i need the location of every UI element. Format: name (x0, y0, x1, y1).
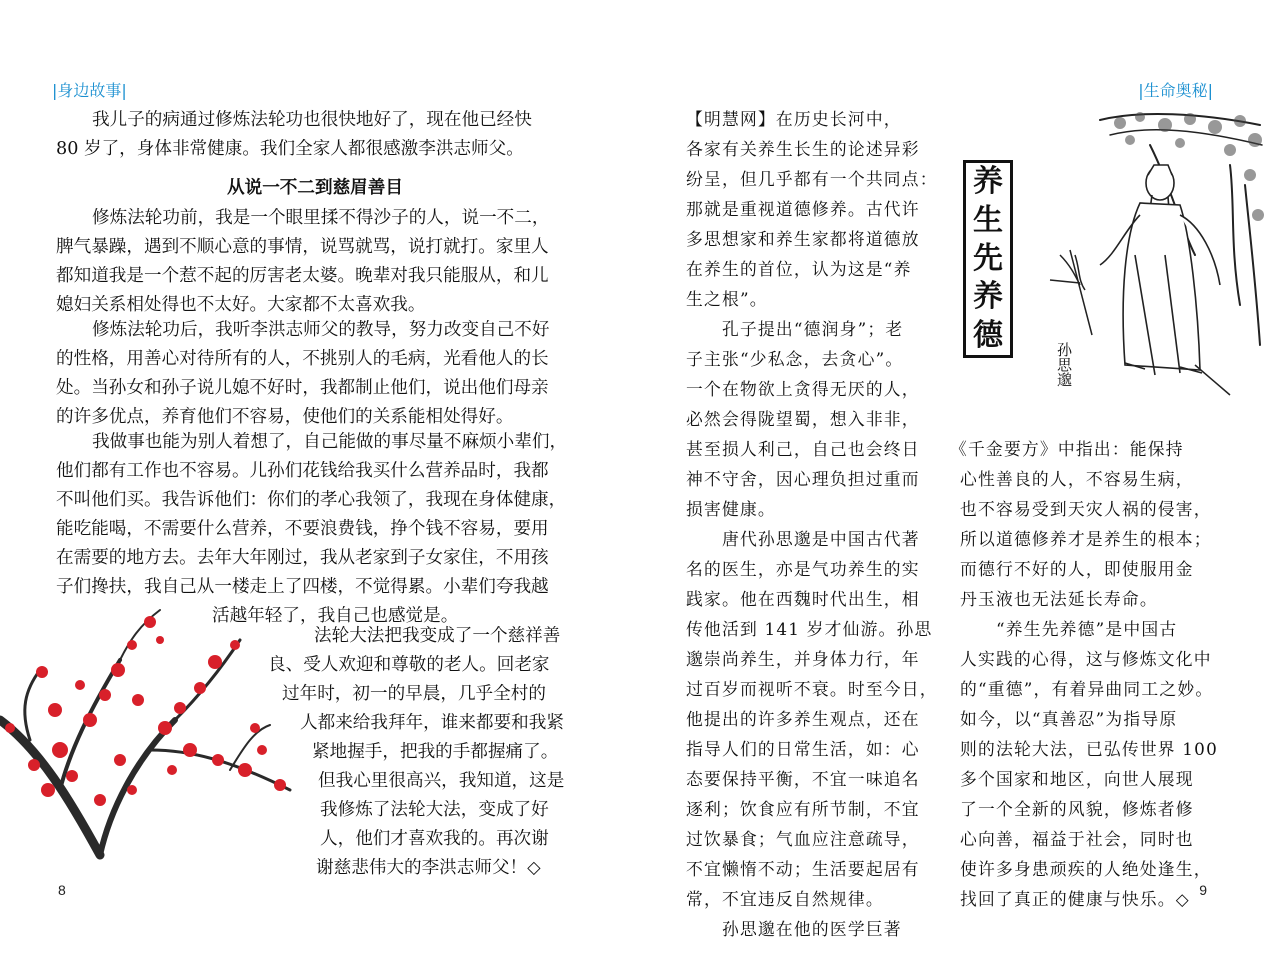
title-char: 生 (973, 202, 1003, 238)
text-line: 我修炼了法轮大法，变成了好 (320, 800, 549, 820)
text-line: 常，不宜违反自然规律。 (686, 889, 884, 909)
text-line: 损害健康。 (686, 499, 776, 519)
text-line: 在养生的首位，认为这是“养 (686, 259, 912, 279)
section-header-left: |身边故事| (52, 81, 127, 100)
title-char: 养 (973, 164, 1003, 200)
text-line: 多个国家和地区，向世人展现 (960, 769, 1194, 789)
text-line: 的许多优点，养育他们不容易，使他们的关系能相处得好。 (56, 407, 514, 427)
text-line: 甚至损人利己，自己也会终日 (686, 439, 920, 459)
text-line: 心向善，福益于社会，同时也 (960, 829, 1194, 849)
text-line: 他提出的许多养生观点，还在 (686, 709, 920, 729)
text-line: 纷呈，但几乎都有一个共同点： (686, 169, 938, 189)
left-paragraph-2 (56, 316, 584, 432)
text-line: 人，他们才喜欢我的。再次谢 (320, 829, 549, 849)
text-line: 但我心里很高兴，我知道，这是 (318, 771, 565, 791)
right-column-2 (950, 434, 1220, 914)
text-line: 人都来给我拜年，谁来都要和我紧 (300, 713, 564, 733)
text-line: 在需要的地方去。去年大年刚过，我从老家到子女家住，不用孩 (56, 548, 549, 568)
text-line: 良、受人欢迎和尊敬的老人。回老家 (268, 655, 550, 675)
left-paragraph-1 (56, 204, 584, 320)
text-line: 脾气暴躁，遇到不顺心意的事情，说骂就骂，说打就打。家里人 (56, 237, 549, 257)
article-title-box (963, 160, 1013, 358)
text-line: 处。当孙女和孙子说儿媳不好时，我都制止他们，说出他们母亲 (56, 378, 549, 398)
text-line: 找回了真正的健康与快乐。◇ (960, 889, 1190, 909)
text-line: 紧地握手，把我的手都握痛了。 (312, 742, 559, 762)
text-line: 唐代孙思邈是中国古代著 (686, 529, 920, 549)
text-line: 邈崇尚养生，并身体力行，年 (686, 649, 920, 669)
text-line: 多思想家和养生家都将道德放 (686, 229, 920, 249)
text-line: 践家。他在西魏时代出生，相 (686, 589, 920, 609)
text-line: 不叫他们买。我告诉他们：你们的孝心我领了，我现在身体健康， (56, 490, 567, 510)
text-line: 各家有关养生长生的论述异彩 (686, 139, 920, 159)
text-line: 神不守舍，因心理负担过重而 (686, 469, 920, 489)
text-line: 一个在物欲上贪得无厌的人， (686, 379, 920, 399)
plum-blossom-illustration (0, 600, 310, 870)
text-line: 子主张“少私念，去贪心”。 (686, 349, 904, 369)
text-line: 谢慈悲伟大的李洪志师父！◇ (316, 858, 541, 878)
page-number-right: 9 (1199, 882, 1207, 898)
text-line: 指导人们的日常生活，如：心 (686, 739, 920, 759)
text-line: 活越年轻了，我自己也感觉是。 (212, 606, 459, 626)
text-line: 了一个全新的风貌，修炼者修 (960, 799, 1194, 819)
text-line: 而德行不好的人，即使服用金 (960, 559, 1194, 579)
text-line: 修炼法轮功前，我是一个眼里揉不得沙子的人，说一不二， (92, 208, 550, 228)
text-line: 逐利；饮食应有所节制，不宜 (686, 799, 920, 819)
text-line: 传他活到 141 岁才仙游。孙思 (686, 619, 933, 639)
text-line: 过年时，初一的早晨，几乎全村的 (282, 684, 546, 704)
text-line: 我做事也能为别人着想了，自己能做的事尽量不麻烦小辈们， (92, 432, 568, 452)
right-column-1 (686, 104, 936, 944)
text-line: 法轮大法把我变成了一个慈祥善 (314, 626, 561, 646)
text-line: 子们搀扶，我自己从一楼走上了四楼，不觉得累。小辈们夸我越 (56, 577, 549, 597)
text-line: 那就是重视道德修养。古代许 (686, 199, 920, 219)
text-line: 过饮暴食；气血应注意疏导， (686, 829, 920, 849)
text-line: 《千金要方》中指出：能保持 (950, 439, 1184, 459)
text-line: 孔子提出“德润身”；老 (686, 319, 904, 339)
text-line: 的性格，用善心对待所有的人，不挑别人的毛病，光看他人的长 (56, 349, 549, 369)
section-header-right: |生命奥秘| (1138, 81, 1213, 100)
text-line: 所以道德修养才是养生的根本； (960, 529, 1212, 549)
text-line: 他们都有工作也不容易。儿孙们花钱给我买什么营养品时，我都 (56, 461, 549, 481)
text-line: 丹玉液也无法延长寿命。 (960, 589, 1158, 609)
text-line: 都知道我是一个惹不起的厉害老太婆。晚辈对我只能服从，和儿 (56, 266, 549, 286)
left-intro-paragraph (56, 106, 584, 164)
title-char: 先 (973, 240, 1003, 276)
text-line: 的“重德”，有着异曲同工之妙。 (960, 679, 1214, 699)
text-line: 过百岁而视听不衰。时至今日， (686, 679, 938, 699)
text-line: 使许多身患顽疾的人绝处逢生， (960, 859, 1212, 879)
text-line: 能吃能喝，不需要什么营养，不要浪费钱，挣个钱不容易，要用 (56, 519, 549, 539)
text-line: 人实践的心得，这与修炼文化中 (960, 649, 1212, 669)
text-line: 心性善良的人，不容易生病， (960, 469, 1194, 489)
text-line: 必然会得陇望蜀，想入非非， (686, 409, 920, 429)
portrait-caption: 孙思邈 (1055, 342, 1073, 387)
text-line: 修炼法轮功后，我听李洪志师父的教导，努力改变自己不好 (92, 320, 550, 340)
text-line: 名的医生，亦是气功养生的实 (686, 559, 920, 579)
text-line: 孙思邈在他的医学巨著 (686, 919, 902, 939)
text-line: 80 岁了，身体非常健康。我们全家人都很感激李洪志师父。 (56, 139, 524, 159)
text-line: 不宜懒惰不动；生活要起居有 (686, 859, 920, 879)
text-line: 媳妇关系相处得也不太好。大家都不太喜欢我。 (56, 295, 426, 315)
text-line: “养生先养德”是中国古 (960, 619, 1178, 639)
page-number-left: 8 (58, 882, 66, 898)
text-line: 态要保持平衡，不宜一味追名 (686, 769, 920, 789)
title-char: 养 (973, 279, 1003, 315)
text-line: 也不容易受到天灾人祸的侵害， (960, 499, 1212, 519)
section-heading: 从说一不二到慈眉善目 (227, 178, 403, 198)
text-line: 如今，以“真善忍”为指导原 (960, 709, 1178, 729)
text-line: 则的法轮大法，已弘传世界 100 (960, 739, 1218, 759)
text-line: 我儿子的病通过修炼法轮功也很快地好了，现在他已经快 (92, 110, 532, 130)
title-char: 德 (973, 317, 1003, 353)
text-line: 生之根”。 (686, 289, 768, 309)
text-line: 【明慧网】在历史长河中， (686, 109, 902, 129)
